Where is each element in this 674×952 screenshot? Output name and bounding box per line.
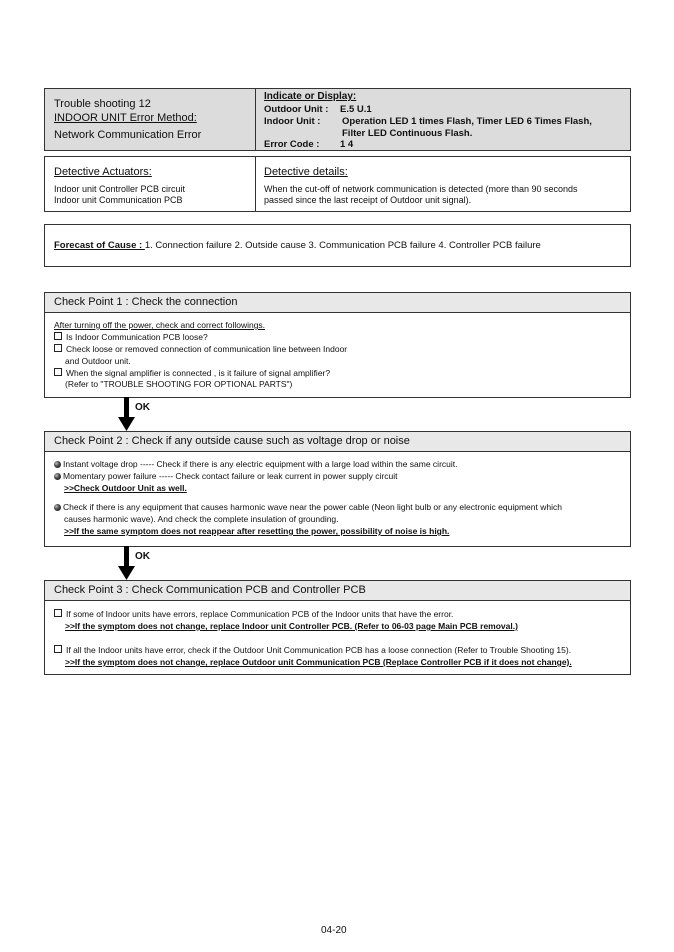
details-cell <box>256 157 630 211</box>
checkpoint-2 <box>44 431 631 547</box>
checkpoint-2-note: >>If the same symptom does not reappear after resetting the power, possibility of noise is high. <box>64 526 450 536</box>
page-number: 04-20 <box>321 925 347 936</box>
checkpoint-2-item: Momentary power failure ----- Check contact failure or leak current in power supply circuit <box>63 471 398 481</box>
actuator-item: Indoor unit Communication PCB <box>54 195 183 205</box>
indoor-unit-value-line2: Filter LED Continuous Flash. <box>342 128 473 139</box>
outdoor-unit-label: Outdoor Unit : <box>264 104 329 115</box>
details-title: Detective details: <box>264 166 348 178</box>
trouble-shooting-number: Trouble shooting 12 <box>54 98 151 110</box>
outdoor-unit-value: E.5 U.1 <box>340 104 372 115</box>
checkpoint-1-title: Check Point 1 : Check the connection <box>45 293 630 313</box>
indoor-unit-label: Indoor Unit : <box>264 116 321 127</box>
error-code-value: 1 4 <box>340 139 354 150</box>
indicate-title: Indicate or Display: <box>264 91 357 102</box>
checkpoint-3-note: >>If the symptom does not change, replace Indoor unit Controller PCB. (Refer to 06-03 page Main PCB removal.) <box>65 621 518 631</box>
actuator-item: Indoor unit Controller PCB circuit <box>54 184 186 194</box>
checkbox-icon <box>54 344 62 352</box>
checkpoint-3-item: If all the Indoor units have error, check if the Outdoor Unit Communication PCB has a loose connection (Refer to Trouble Shooting 15). <box>66 645 572 655</box>
checkpoint-1 <box>44 292 631 398</box>
ok-label: OK <box>135 551 150 562</box>
header-right-cell <box>256 89 630 150</box>
details-line: When the cut-off of network communication is detected (more than 90 seconds <box>264 184 578 194</box>
actuators-title: Detective Actuators: <box>54 166 152 178</box>
checkpoint-2-item: Check if there is any equipment that causes harmonic wave near the power cable (Neon light bulb or any electronic equipment which <box>63 502 562 512</box>
forecast-causes: 1. Connection failure 2. Outside cause 3. Communication PCB failure 4. Controller PCB failure <box>144 240 541 251</box>
header-left-cell <box>45 89 256 150</box>
bullet-icon <box>54 473 61 480</box>
details-line: passed since the last receipt of Outdoor unit signal). <box>264 195 472 205</box>
checkpoint-3-item: If some of Indoor units have errors, replace Communication PCB of the Indoor units that have the error. <box>66 609 454 619</box>
bullet-icon <box>54 504 61 511</box>
checkpoint-1-item: When the signal amplifier is connected , is it failure of signal amplifier? <box>66 368 331 378</box>
down-arrow-icon <box>118 397 136 432</box>
checkpoint-2-item: Instant voltage drop ----- Check if there is any electric equipment with a large load within the same circuit. <box>63 459 458 469</box>
indoor-unit-value-line1: Operation LED 1 times Flash, Timer LED 6 Times Flash, <box>342 116 592 127</box>
forecast-label: Forecast of Cause : <box>54 240 145 251</box>
detective-box <box>44 156 631 212</box>
error-method-label: INDOOR UNIT Error Method: <box>54 112 197 124</box>
forecast-text <box>54 240 541 251</box>
checkpoint-3-note: >>If the symptom does not change, replace Outdoor unit Communication PCB (Replace Controller PCB if it does not change). <box>65 657 572 667</box>
bullet-icon <box>54 461 61 468</box>
error-code-label: Error Code : <box>264 139 320 150</box>
checkpoint-2-note: >>Check Outdoor Unit as well. <box>64 483 187 493</box>
checkpoint-2-item-cont: causes harmonic wave). And check the complete insulation of grounding. <box>64 514 339 524</box>
checkpoint-1-item-cont: (Refer to "TROUBLE SHOOTING FOR OPTIONAL PARTS") <box>65 379 293 389</box>
checkpoint-1-intro: After turning off the power, check and correct followings. <box>54 320 266 330</box>
checkpoint-1-item: Is Indoor Communication PCB loose? <box>66 332 208 342</box>
checkpoint-3 <box>44 580 631 675</box>
checkbox-icon <box>54 332 62 340</box>
down-arrow-icon <box>118 546 136 581</box>
checkpoint-3-title: Check Point 3 : Check Communication PCB and Controller PCB <box>45 581 630 601</box>
checkbox-icon <box>54 609 62 617</box>
checkbox-icon <box>54 368 62 376</box>
actuators-cell <box>45 157 256 211</box>
forecast-box <box>44 224 631 267</box>
checkpoint-1-item-cont: and Outdoor unit. <box>65 356 131 366</box>
checkpoint-2-title: Check Point 2 : Check if any outside cause such as voltage drop or noise <box>45 432 630 452</box>
checkpoint-1-item: Check loose or removed connection of communication line between Indoor <box>66 344 348 354</box>
error-name: Network Communication Error <box>54 129 202 141</box>
checkbox-icon <box>54 645 62 653</box>
header-box <box>44 88 631 151</box>
ok-label: OK <box>135 402 150 413</box>
